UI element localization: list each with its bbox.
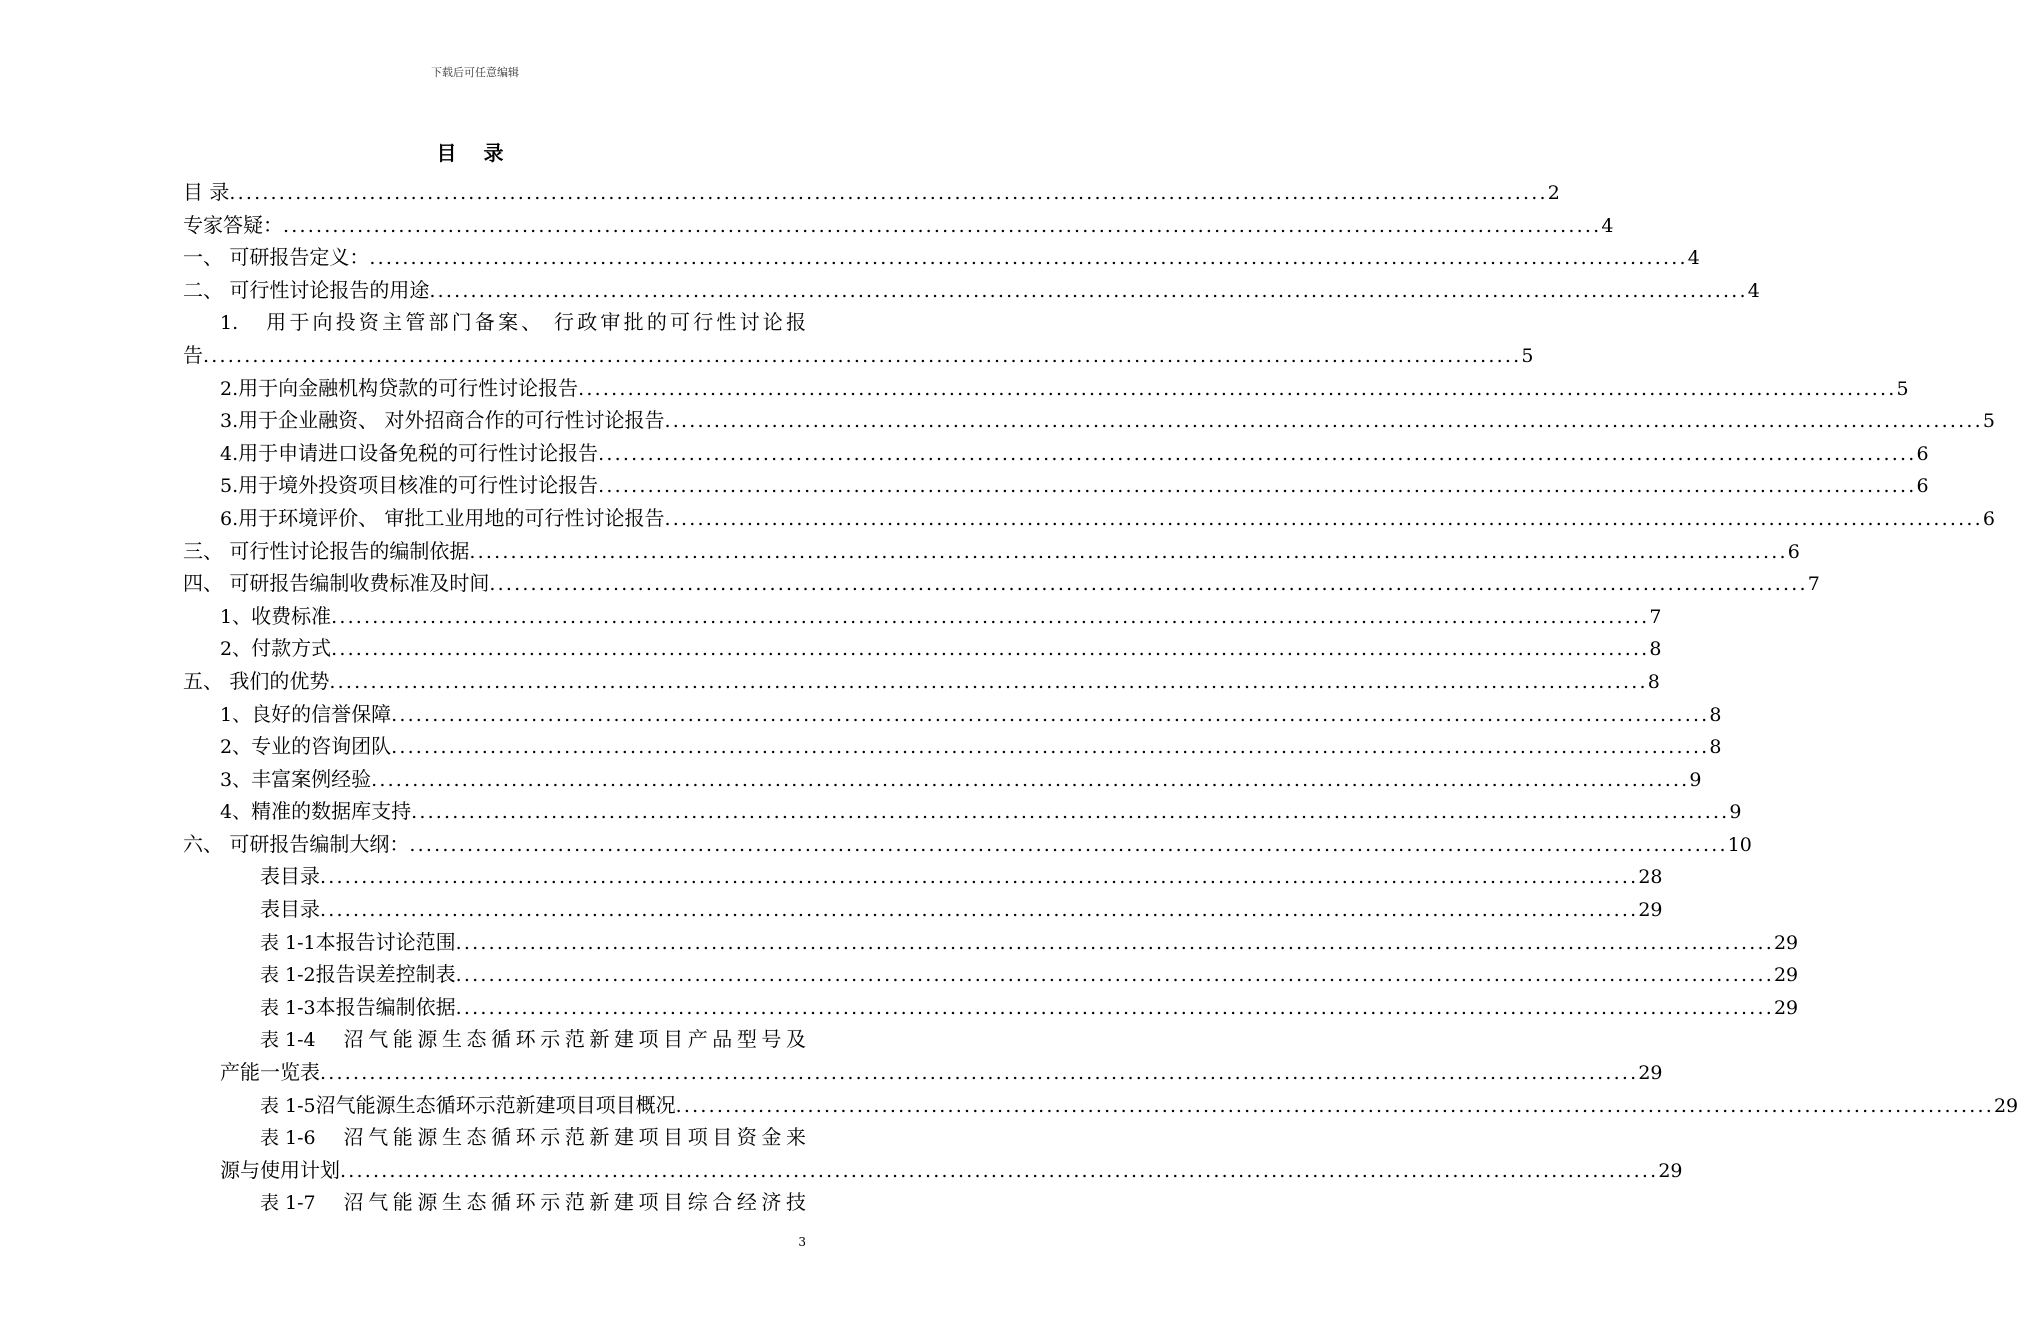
toc-entry[interactable]: 1、 良好的信誉保障 ................................................................................................................................................................ 8 bbox=[183, 698, 806, 731]
page-ref: 5 bbox=[1521, 344, 1534, 367]
toc-entry[interactable]: 表目录 ................................................................................................................................................................ 29 bbox=[183, 893, 806, 926]
toc-entry[interactable]: 4. 用于申请进口设备免税的可行性讨论报告 ................................................................................................................................................................ 6 bbox=[183, 437, 806, 470]
toc-entry[interactable]: 六、 可研报告编制大纲： ................................................................................................................................................................ 10 bbox=[183, 828, 806, 861]
page-ref: 8 bbox=[1709, 703, 1722, 726]
leader-dots: ................................................................................................................................................................ bbox=[391, 703, 1710, 726]
page-ref: 6 bbox=[1916, 475, 1929, 498]
page-ref: 10 bbox=[1727, 833, 1752, 856]
toc-entry[interactable]: 5. 用于境外投资项目核准的可行性讨论报告 ................................................................................................................................................................ 6 bbox=[183, 469, 806, 502]
page-ref: 4 bbox=[1747, 279, 1760, 302]
leader-dots: ................................................................................................................................................................ bbox=[320, 1062, 1639, 1085]
leader-dots: ................................................................................................................................................................ bbox=[598, 475, 1917, 498]
leader-dots: ................................................................................................................................................................ bbox=[283, 214, 1602, 237]
leader-dots: ................................................................................................................................................................ bbox=[229, 182, 1548, 204]
page-ref: 29 bbox=[1773, 996, 1799, 1019]
toc-entry[interactable]: 表 1-7 沼气能源生态循环示范新建项目综合经济技 bbox=[260, 1190, 806, 1215]
page-header: 下载后可任意编辑 bbox=[431, 66, 519, 79]
leader-dots: ................................................................................................................................................................ bbox=[331, 605, 1650, 628]
page-ref: 4 bbox=[1687, 247, 1700, 270]
page-ref: 28 bbox=[1638, 866, 1663, 889]
toc-entry[interactable]: 2、 专业的咨询团队 ................................................................................................................................................................ 8 bbox=[183, 730, 806, 763]
page-ref: 5 bbox=[1982, 410, 1995, 433]
leader-dots: ................................................................................................................................................................ bbox=[455, 931, 1774, 954]
toc-entry[interactable]: 表 1-4 沼气能源生态循环示范新建项目产品型号及 bbox=[260, 1027, 806, 1052]
toc-entry[interactable]: 专家答疑： ................................................................................................................................................................ 4 bbox=[183, 209, 806, 242]
page-ref: 8 bbox=[1649, 638, 1662, 661]
page-ref: 8 bbox=[1647, 670, 1660, 693]
toc-entry[interactable]: 6. 用于环境评价、 审批工业用地的可行性讨论报告 ................................................................................................................................................................ 6 bbox=[183, 502, 806, 535]
page-ref: 29 bbox=[1638, 899, 1663, 922]
leader-dots: ................................................................................................................................................................ bbox=[469, 540, 1788, 563]
table-of-contents bbox=[183, 176, 2018, 1219]
page-ref: 6 bbox=[1916, 442, 1929, 465]
page-number: 3 bbox=[798, 1235, 806, 1249]
toc-entry[interactable]: 4、 精准的数据库支持 ................................................................................................................................................................ 9 bbox=[183, 795, 806, 828]
leader-dots: ................................................................................................................................................................ bbox=[331, 638, 1650, 661]
leader-dots: ................................................................................................................................................................ bbox=[340, 1159, 1659, 1182]
leader-dots: ................................................................................................................................................................ bbox=[409, 833, 1728, 856]
page-ref: 29 bbox=[1773, 964, 1799, 987]
toc-entry-continued[interactable]: 产能一览表 ................................................................................................................................................................ 29 bbox=[183, 1056, 806, 1089]
page-ref: 7 bbox=[1807, 573, 1820, 596]
page-ref: 7 bbox=[1649, 605, 1662, 628]
leader-dots: ................................................................................................................................................................ bbox=[320, 899, 1639, 922]
page-ref: 6 bbox=[1787, 540, 1800, 563]
leader-dots: ................................................................................................................................................................ bbox=[429, 279, 1748, 302]
toc-entry[interactable]: 3. 用于企业融资、 对外招商合作的可行性讨论报告 ................................................................................................................................................................ 5 bbox=[183, 404, 806, 437]
page-ref: 5 bbox=[1896, 377, 1909, 400]
toc-entry[interactable]: 表 1-6 沼气能源生态循环示范新建项目项目资金来 bbox=[260, 1125, 806, 1150]
toc-entry[interactable]: 一、 可研报告定义： ................................................................................................................................................................ 4 bbox=[183, 241, 806, 274]
toc-entry[interactable]: 2、 付款方式 ................................................................................................................................................................ 8 bbox=[183, 632, 806, 665]
toc-entry[interactable]: 2. 用于向金融机构贷款的可行性讨论报告 ................................................................................................................................................................ 5 bbox=[183, 372, 806, 405]
toc-entry[interactable]: 1. 用于向投资主管部门备案、 行政审批的可行性讨论报 bbox=[220, 310, 806, 335]
toc-entry[interactable]: 表 1-2 报告误差控制表 ................................................................................................................................................................ 29 bbox=[183, 958, 806, 991]
leader-dots: ................................................................................................................................................................ bbox=[489, 573, 1808, 596]
leader-dots: ................................................................................................................................................................ bbox=[675, 1094, 1994, 1117]
page-ref: 6 bbox=[1982, 507, 1995, 530]
leader-dots: ................................................................................................................................................................ bbox=[455, 964, 1774, 987]
toc-entry[interactable]: 表 1-3 本报告编制依据 ................................................................................................................................................................ 29 bbox=[183, 991, 806, 1024]
toc-entry[interactable]: 表 1-1 本报告讨论范围 ................................................................................................................................................................ 29 bbox=[183, 926, 806, 959]
page-ref: 9 bbox=[1689, 768, 1702, 791]
page-ref: 2 bbox=[1547, 182, 1560, 204]
toc-entry[interactable]: 目 录 ................................................................................................................................................................ 2 bbox=[183, 176, 806, 209]
page-ref: 29 bbox=[1638, 1062, 1663, 1085]
page-ref: 9 bbox=[1729, 801, 1742, 824]
toc-entry[interactable]: 1、 收费标准 ................................................................................................................................................................ 7 bbox=[183, 600, 806, 633]
toc-entry[interactable]: 表 1-5 沼气能源生态循环示范新建项目项目概况 ................................................................................................................................................................ 29 bbox=[183, 1089, 806, 1122]
toc-entry[interactable]: 3、 丰富案例经验 ................................................................................................................................................................ 9 bbox=[183, 763, 806, 796]
page-ref: 29 bbox=[1993, 1094, 2018, 1117]
toc-entry-continued[interactable]: 源与使用计划 ................................................................................................................................................................ 29 bbox=[183, 1154, 806, 1187]
leader-dots: ................................................................................................................................................................ bbox=[664, 507, 1983, 530]
page-ref: 29 bbox=[1773, 931, 1799, 954]
page-ref: 8 bbox=[1709, 736, 1722, 759]
toc-entry-continued[interactable]: 告 ................................................................................................................................................................ 5 bbox=[183, 339, 806, 372]
toc-entry[interactable]: 二、 可行性讨论报告的用途 ................................................................................................................................................................ 4 bbox=[183, 274, 806, 307]
leader-dots: ................................................................................................................................................................ bbox=[371, 768, 1690, 791]
leader-dots: ................................................................................................................................................................ bbox=[391, 736, 1710, 759]
toc-entry[interactable]: 五、 我们的优势 ................................................................................................................................................................ 8 bbox=[183, 665, 806, 698]
leader-dots: ................................................................................................................................................................ bbox=[598, 442, 1917, 465]
leader-dots: ................................................................................................................................................................ bbox=[329, 670, 1648, 693]
toc-entry[interactable]: 三、 可行性讨论报告的编制依据 ................................................................................................................................................................ 6 bbox=[183, 535, 806, 568]
toc-title: 目 录 bbox=[436, 141, 514, 165]
toc-entry[interactable]: 四、 可研报告编制收费标准及时间 ................................................................................................................................................................ 7 bbox=[183, 567, 806, 600]
leader-dots: ................................................................................................................................................................ bbox=[411, 801, 1730, 824]
leader-dots: ................................................................................................................................................................ bbox=[369, 247, 1688, 270]
leader-dots: ................................................................................................................................................................ bbox=[320, 866, 1639, 889]
leader-dots: ................................................................................................................................................................ bbox=[203, 344, 1522, 367]
leader-dots: ................................................................................................................................................................ bbox=[578, 377, 1897, 400]
page-ref: 4 bbox=[1601, 214, 1614, 237]
page-ref: 29 bbox=[1658, 1159, 1683, 1182]
leader-dots: ................................................................................................................................................................ bbox=[664, 410, 1983, 433]
leader-dots: ................................................................................................................................................................ bbox=[455, 996, 1774, 1019]
toc-entry[interactable]: 表目录 ................................................................................................................................................................ 28 bbox=[183, 860, 806, 893]
